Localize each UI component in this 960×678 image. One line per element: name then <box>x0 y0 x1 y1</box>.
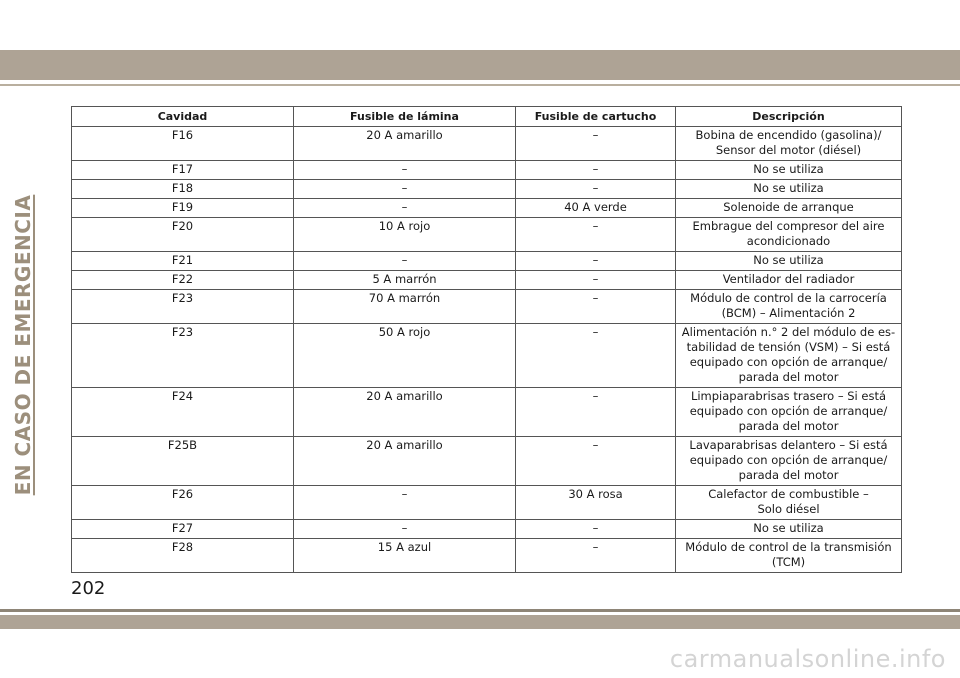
cell-cartridge-fuse: – <box>516 271 676 290</box>
table-row <box>72 252 902 271</box>
cell-cavity: F21 <box>72 252 294 271</box>
cell-description: Solenoide de arranque <box>676 199 902 218</box>
footer-rule <box>0 609 960 612</box>
cell-cavity: F20 <box>72 218 294 252</box>
cell-description: Bobina de encendido (gasolina)/ Sensor del motor (diésel) <box>676 127 902 161</box>
cell-blade-fuse: 20 A amarillo <box>294 437 516 486</box>
cell-cavity: F24 <box>72 388 294 437</box>
cell-cartridge-fuse: – <box>516 437 676 486</box>
table-row <box>72 388 902 437</box>
table-row <box>72 437 902 486</box>
cell-description: Ventilador del radiador <box>676 271 902 290</box>
header-rule <box>0 84 960 86</box>
cell-cavity: F23 <box>72 290 294 324</box>
cell-cavity: F16 <box>72 127 294 161</box>
header-blade-fuse: Fusible de lámina <box>294 107 516 127</box>
footer-band <box>0 615 960 629</box>
table-body <box>72 127 902 573</box>
cell-cavity: F19 <box>72 199 294 218</box>
watermark: carmanualsonline.info <box>669 645 946 673</box>
cell-cartridge-fuse: – <box>516 180 676 199</box>
table-row <box>72 218 902 252</box>
cell-blade-fuse: – <box>294 180 516 199</box>
cell-blade-fuse: – <box>294 252 516 271</box>
table-row <box>72 161 902 180</box>
cell-description: No se utiliza <box>676 520 902 539</box>
cell-blade-fuse: 10 A rojo <box>294 218 516 252</box>
cell-cartridge-fuse: – <box>516 290 676 324</box>
cell-blade-fuse: – <box>294 161 516 180</box>
cell-blade-fuse: 20 A amarillo <box>294 388 516 437</box>
table-row <box>72 271 902 290</box>
cell-cavity: F28 <box>72 539 294 573</box>
cell-cartridge-fuse: – <box>516 252 676 271</box>
cell-cartridge-fuse: 40 A verde <box>516 199 676 218</box>
cell-cartridge-fuse: – <box>516 218 676 252</box>
cell-blade-fuse: 20 A amarillo <box>294 127 516 161</box>
cell-cartridge-fuse: – <box>516 127 676 161</box>
table-row <box>72 324 902 388</box>
cell-cartridge-fuse: – <box>516 324 676 388</box>
cell-description: Alimentación n.° 2 del módulo de es- tabilidad de tensión (VSM) – Si está equipado con opción de arranque/ parada del motor <box>676 324 902 388</box>
cell-blade-fuse: 70 A marrón <box>294 290 516 324</box>
table-row <box>72 127 902 161</box>
table-row <box>72 486 902 520</box>
header-description: Descripción <box>676 107 902 127</box>
cell-description: Módulo de control de la carrocería (BCM) – Alimentación 2 <box>676 290 902 324</box>
cell-blade-fuse: 15 A azul <box>294 539 516 573</box>
cell-cavity: F26 <box>72 486 294 520</box>
table-row <box>72 199 902 218</box>
cell-cartridge-fuse: – <box>516 539 676 573</box>
cell-description: Embrague del compresor del aire acondicionado <box>676 218 902 252</box>
cell-blade-fuse: 5 A marrón <box>294 271 516 290</box>
cell-cavity: F27 <box>72 520 294 539</box>
table-row <box>72 180 902 199</box>
header-cavity: Cavidad <box>72 107 294 127</box>
cell-cavity: F25B <box>72 437 294 486</box>
cell-cavity: F23 <box>72 324 294 388</box>
header-band <box>0 50 960 80</box>
cell-cavity: F22 <box>72 271 294 290</box>
cell-cavity: F17 <box>72 161 294 180</box>
cell-cartridge-fuse: 30 A rosa <box>516 486 676 520</box>
cell-cavity: F18 <box>72 180 294 199</box>
fuse-table <box>71 106 902 573</box>
cell-description: Lavaparabrisas delantero – Si está equipado con opción de arranque/ parada del motor <box>676 437 902 486</box>
section-title: EN CASO DE EMERGENCIA <box>11 194 35 496</box>
cell-blade-fuse: – <box>294 520 516 539</box>
cell-description: No se utiliza <box>676 252 902 271</box>
table-row <box>72 290 902 324</box>
header-cartridge-fuse: Fusible de cartucho <box>516 107 676 127</box>
cell-blade-fuse: – <box>294 199 516 218</box>
cell-cartridge-fuse: – <box>516 161 676 180</box>
cell-description: Módulo de control de la transmisión (TCM) <box>676 539 902 573</box>
cell-cartridge-fuse: – <box>516 388 676 437</box>
page-number: 202 <box>71 578 106 599</box>
cell-cartridge-fuse: – <box>516 520 676 539</box>
table-header-row <box>72 107 902 127</box>
table-row <box>72 520 902 539</box>
cell-description: No se utiliza <box>676 180 902 199</box>
cell-blade-fuse: – <box>294 486 516 520</box>
cell-description: Limpiaparabrisas trasero – Si está equipado con opción de arranque/ parada del motor <box>676 388 902 437</box>
cell-description: Calefactor de combustible – Solo diésel <box>676 486 902 520</box>
cell-blade-fuse: 50 A rojo <box>294 324 516 388</box>
table-row <box>72 539 902 573</box>
cell-description: No se utiliza <box>676 161 902 180</box>
